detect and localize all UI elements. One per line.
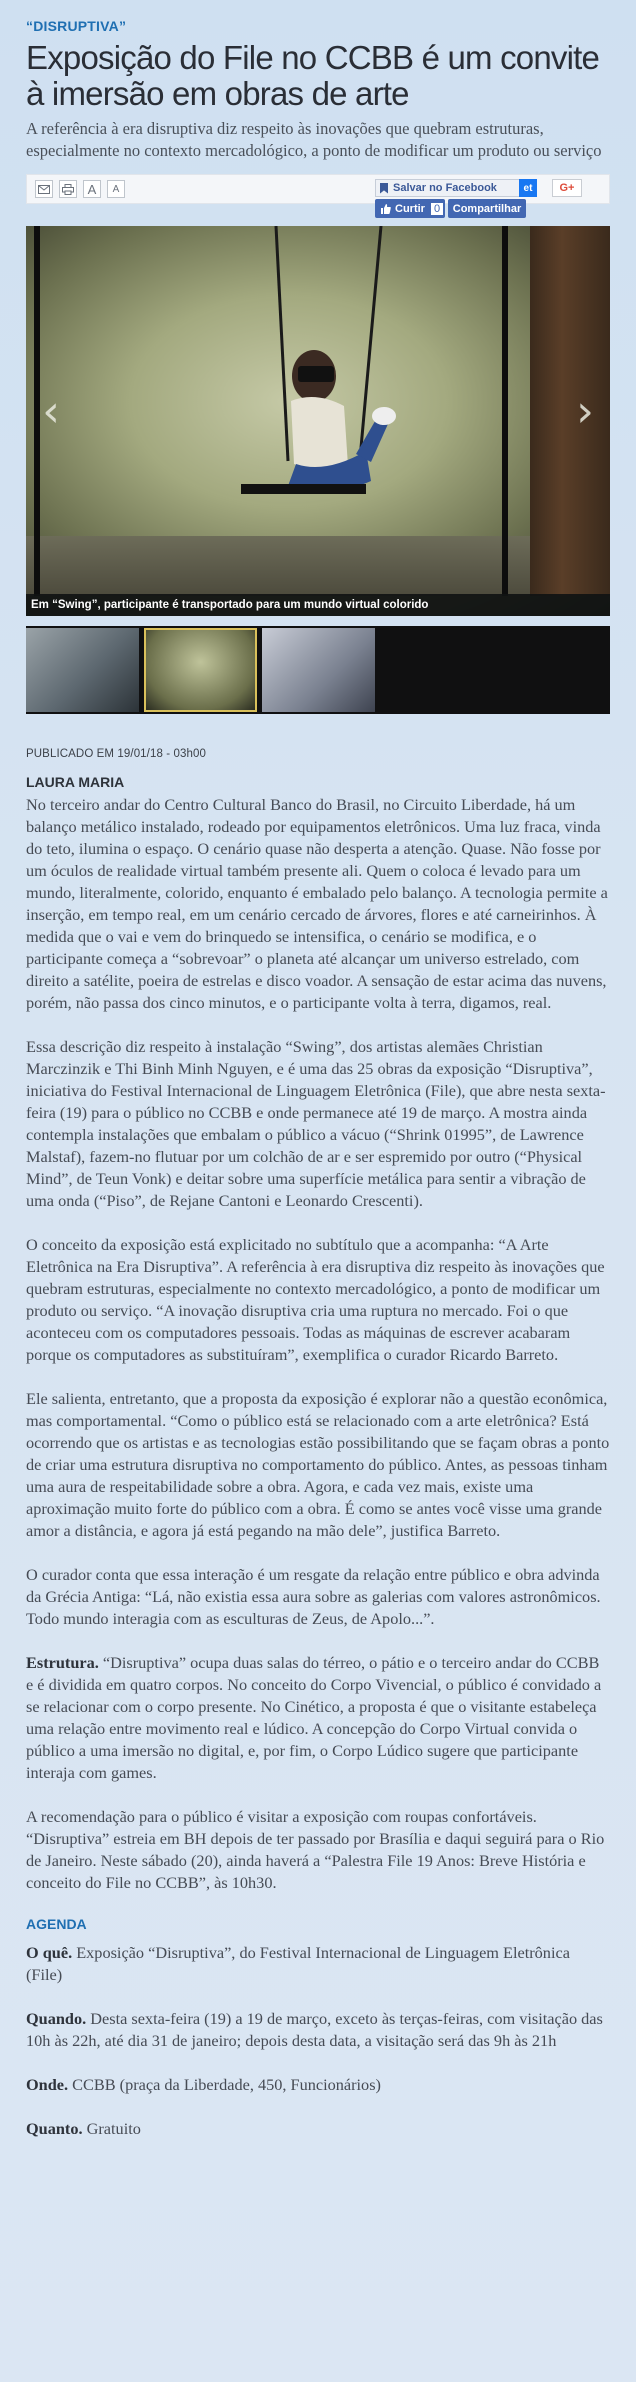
paragraph: No terceiro andar do Centro Cultural Banco do Brasil, no Circuito Liberdade, há um balanço metálico instalado, rodeado por equipamentos eletrônicos. Uma luz fraca, vinda do teto, ilumina o espaço. O cenário quase não desperta a atenção. Quase. Não fosse por um óculos de realidade virtual também presente ali. Quem o coloca é levado para um mundo, literalmente, colorido, enquanto é embalado pelo balanço. A tecnologia permite a inserção, em tempo real, em um cenário cercado de árvores, flores e até carneirinhos. À medida que o vai e vem do brinquedo se intensifica, o cenário se modifica, e o participante começa a “sobrevoar” o planeta até alcançar um universo estrelado, com direito a satélite, poeira de estrelas e disco voador. A sensação de estar acima das nuvens, porém, não passa dos cinco minutos, e o participante volta à terra, digamos, real. (26, 795, 608, 1012)
photo-caption: Em “Swing”, participante é transportado para um mundo virtual colorido (26, 594, 610, 616)
agenda-what-label: O quê. (26, 1943, 73, 1962)
paragraph: Ele salienta, entretanto, que a proposta da exposição é explorar não a questão econômica, mas comportamental. “Como o público está se relacionado com a arte eletrônica? Está ocorrendo que os artistas e as tecnologias estão possibilitando que se façam obras a ponto de criar uma estrutura disruptiva no comportamento do público. Antes, as pessoas tinham uma aura de respeitabilidade sobre a obra. Agora, e cada vez mais, existe uma aproximação muito forte do público com a obra. É como se antes você visse uma grande amor a distância, e agora já está pegando na mão dele”, justifica Barreto. (26, 1389, 610, 1540)
google-plus-button[interactable]: G+ (552, 179, 582, 197)
agenda-section (26, 1916, 610, 2140)
agenda-price (26, 2118, 610, 2140)
paragraph (26, 1652, 610, 1784)
article-subtitle: A referência à era disruptiva diz respeito às inovações que quebram estruturas, especialmente no contexto mercadológico, a ponto de modificar um produto ou serviço (26, 119, 602, 160)
agenda-price-text: Gratuito (82, 2119, 141, 2138)
gallery-prev-arrow-icon[interactable]: ‹ (42, 385, 60, 437)
agenda-what (26, 1942, 610, 1986)
decrease-font-button[interactable]: A (107, 180, 125, 198)
share-toolbar (26, 174, 610, 215)
published-date: PUBLICADO EM 19/01/18 - 03h00 (26, 748, 206, 760)
thumbs-up-icon (381, 204, 391, 214)
like-count: 0 (431, 203, 443, 215)
facebook-like-label: Curtir (395, 202, 425, 215)
paragraph: Essa descrição diz respeito à instalação “Swing”, dos artistas alemães Christian Marczinzik e Thi Binh Minh Nguyen, e é uma das 25 obras da exposição “Disruptiva”, iniciativa do Festival Internacional de Linguagem Eletrônica (File), que abre nesta sexta-feira (19) para o público no CCBB e onde permanece até 19 de março. A mostra ainda contempla instalações que embalam o público a vácuo (“Shrink 01995”, de Lawrence Malstaf), fazem-no flutuar por um colchão de ar e ser espremido por outro (“Physical Mind”, de Teun Vonk) e deitar sobre uma superfície metálica para sentir a vibração de uma onda (“Piso”, de Rejane Cantoni e Leonardo Crescenti). (26, 1037, 606, 1210)
agenda-price-label: Quanto. (26, 2119, 83, 2138)
agenda-when-label: Quando. (26, 2009, 87, 2028)
agenda-where (26, 2074, 610, 2096)
paragraph: A recomendação para o público é visitar a exposição com roupas confortáveis. “Disruptiva” estreia em BH depois de ter passado por Brasília e daqui seguirá para o Rio de Janeiro. Neste sábado (20), ainda haverá a “Palestra File 19 Anos: Breve História e conceito do File no CCBB”, às 10h30. (26, 1807, 605, 1892)
facebook-save-button[interactable] (375, 179, 537, 197)
print-icon[interactable] (59, 180, 77, 198)
agenda-heading: AGENDA (26, 1916, 87, 1932)
article-headline: Exposição do File no CCBB é um convite à imersão em obras de arte (26, 39, 600, 112)
facebook-share-button[interactable]: Compartilhar (448, 199, 526, 218)
paragraph: O curador conta que essa interação é um resgate da relação entre público e obra advinda da Grécia Antiga: “Lá, não existia essa aura sobre as galerias com valores astronômicos. Todo mundo interagia com as esculturas de Zeus, de Apolo...”. (26, 1565, 601, 1628)
facebook-save-label: Salvar no Facebook (393, 182, 497, 194)
agenda-where-text: CCBB (praça da Liberdade, 450, Funcionários) (68, 2075, 381, 2094)
facebook-like-button[interactable] (375, 199, 445, 218)
email-icon[interactable] (35, 180, 53, 198)
facebook-save-tail-icon: et (519, 179, 537, 197)
gallery-next-arrow-icon[interactable]: › (576, 385, 594, 437)
photo-gallery (26, 226, 610, 616)
gallery-thumbnail[interactable] (26, 628, 139, 712)
agenda-when (26, 2008, 610, 2052)
article-body (26, 794, 610, 1894)
paragraph: O conceito da exposição está explicitado no subtítulo que a acompanha: “A Arte Eletrônica na Era Disruptiva”. A referência à era disruptiva diz respeito às inovações que quebram estruturas, especialmente no contexto mercadológico, a ponto de modificar um produto ou serviço. “A inovação disruptiva cria uma ruptura no mercado. Foi o que aconteceu com os computadores pessoais. Todas as máquinas de escrever acabaram porque os computadores as substituíram”, exemplifica o curador Ricardo Barreto. (26, 1235, 605, 1364)
increase-font-button[interactable]: A (83, 180, 101, 198)
paragraph-text: “Disruptiva” ocupa duas salas do térreo, o pátio e o terceiro andar do CCBB e é dividida em quatro corpos. No conceito do Corpo Vivencial, o público é convidado a se relacionar com o corpo presente. No Cinético, a proposta é que o visitante estabeleça uma relação entre movimento real e lúdico. A concepção do Corpo Virtual convida o público a uma imersão no digital, e, por fim, o Corpo Lúdico sugere que participante interaja com games. (26, 1653, 602, 1782)
agenda-when-text: Desta sexta-feira (19) a 19 de março, exceto às terças-feiras, com visitação das 10h às 22h, até dia 31 de janeiro; depois desta data, a visitação será das 9h às 21h (26, 2009, 603, 2050)
agenda-what-text: Exposição “Disruptiva”, do Festival Internacional de Linguagem Eletrônica (File) (26, 1943, 570, 1984)
swing-illustration (26, 226, 610, 596)
paragraph-lead: Estrutura. (26, 1653, 99, 1672)
article-kicker: “DISRUPTIVA” (26, 18, 127, 34)
gallery-thumbnail-active[interactable] (144, 628, 257, 712)
agenda-where-label: Onde. (26, 2075, 69, 2094)
gallery-thumbnails (26, 626, 610, 714)
gallery-thumbnail[interactable] (262, 628, 375, 712)
bookmark-icon (380, 183, 388, 194)
author-name: LAURA MARIA (26, 774, 125, 790)
